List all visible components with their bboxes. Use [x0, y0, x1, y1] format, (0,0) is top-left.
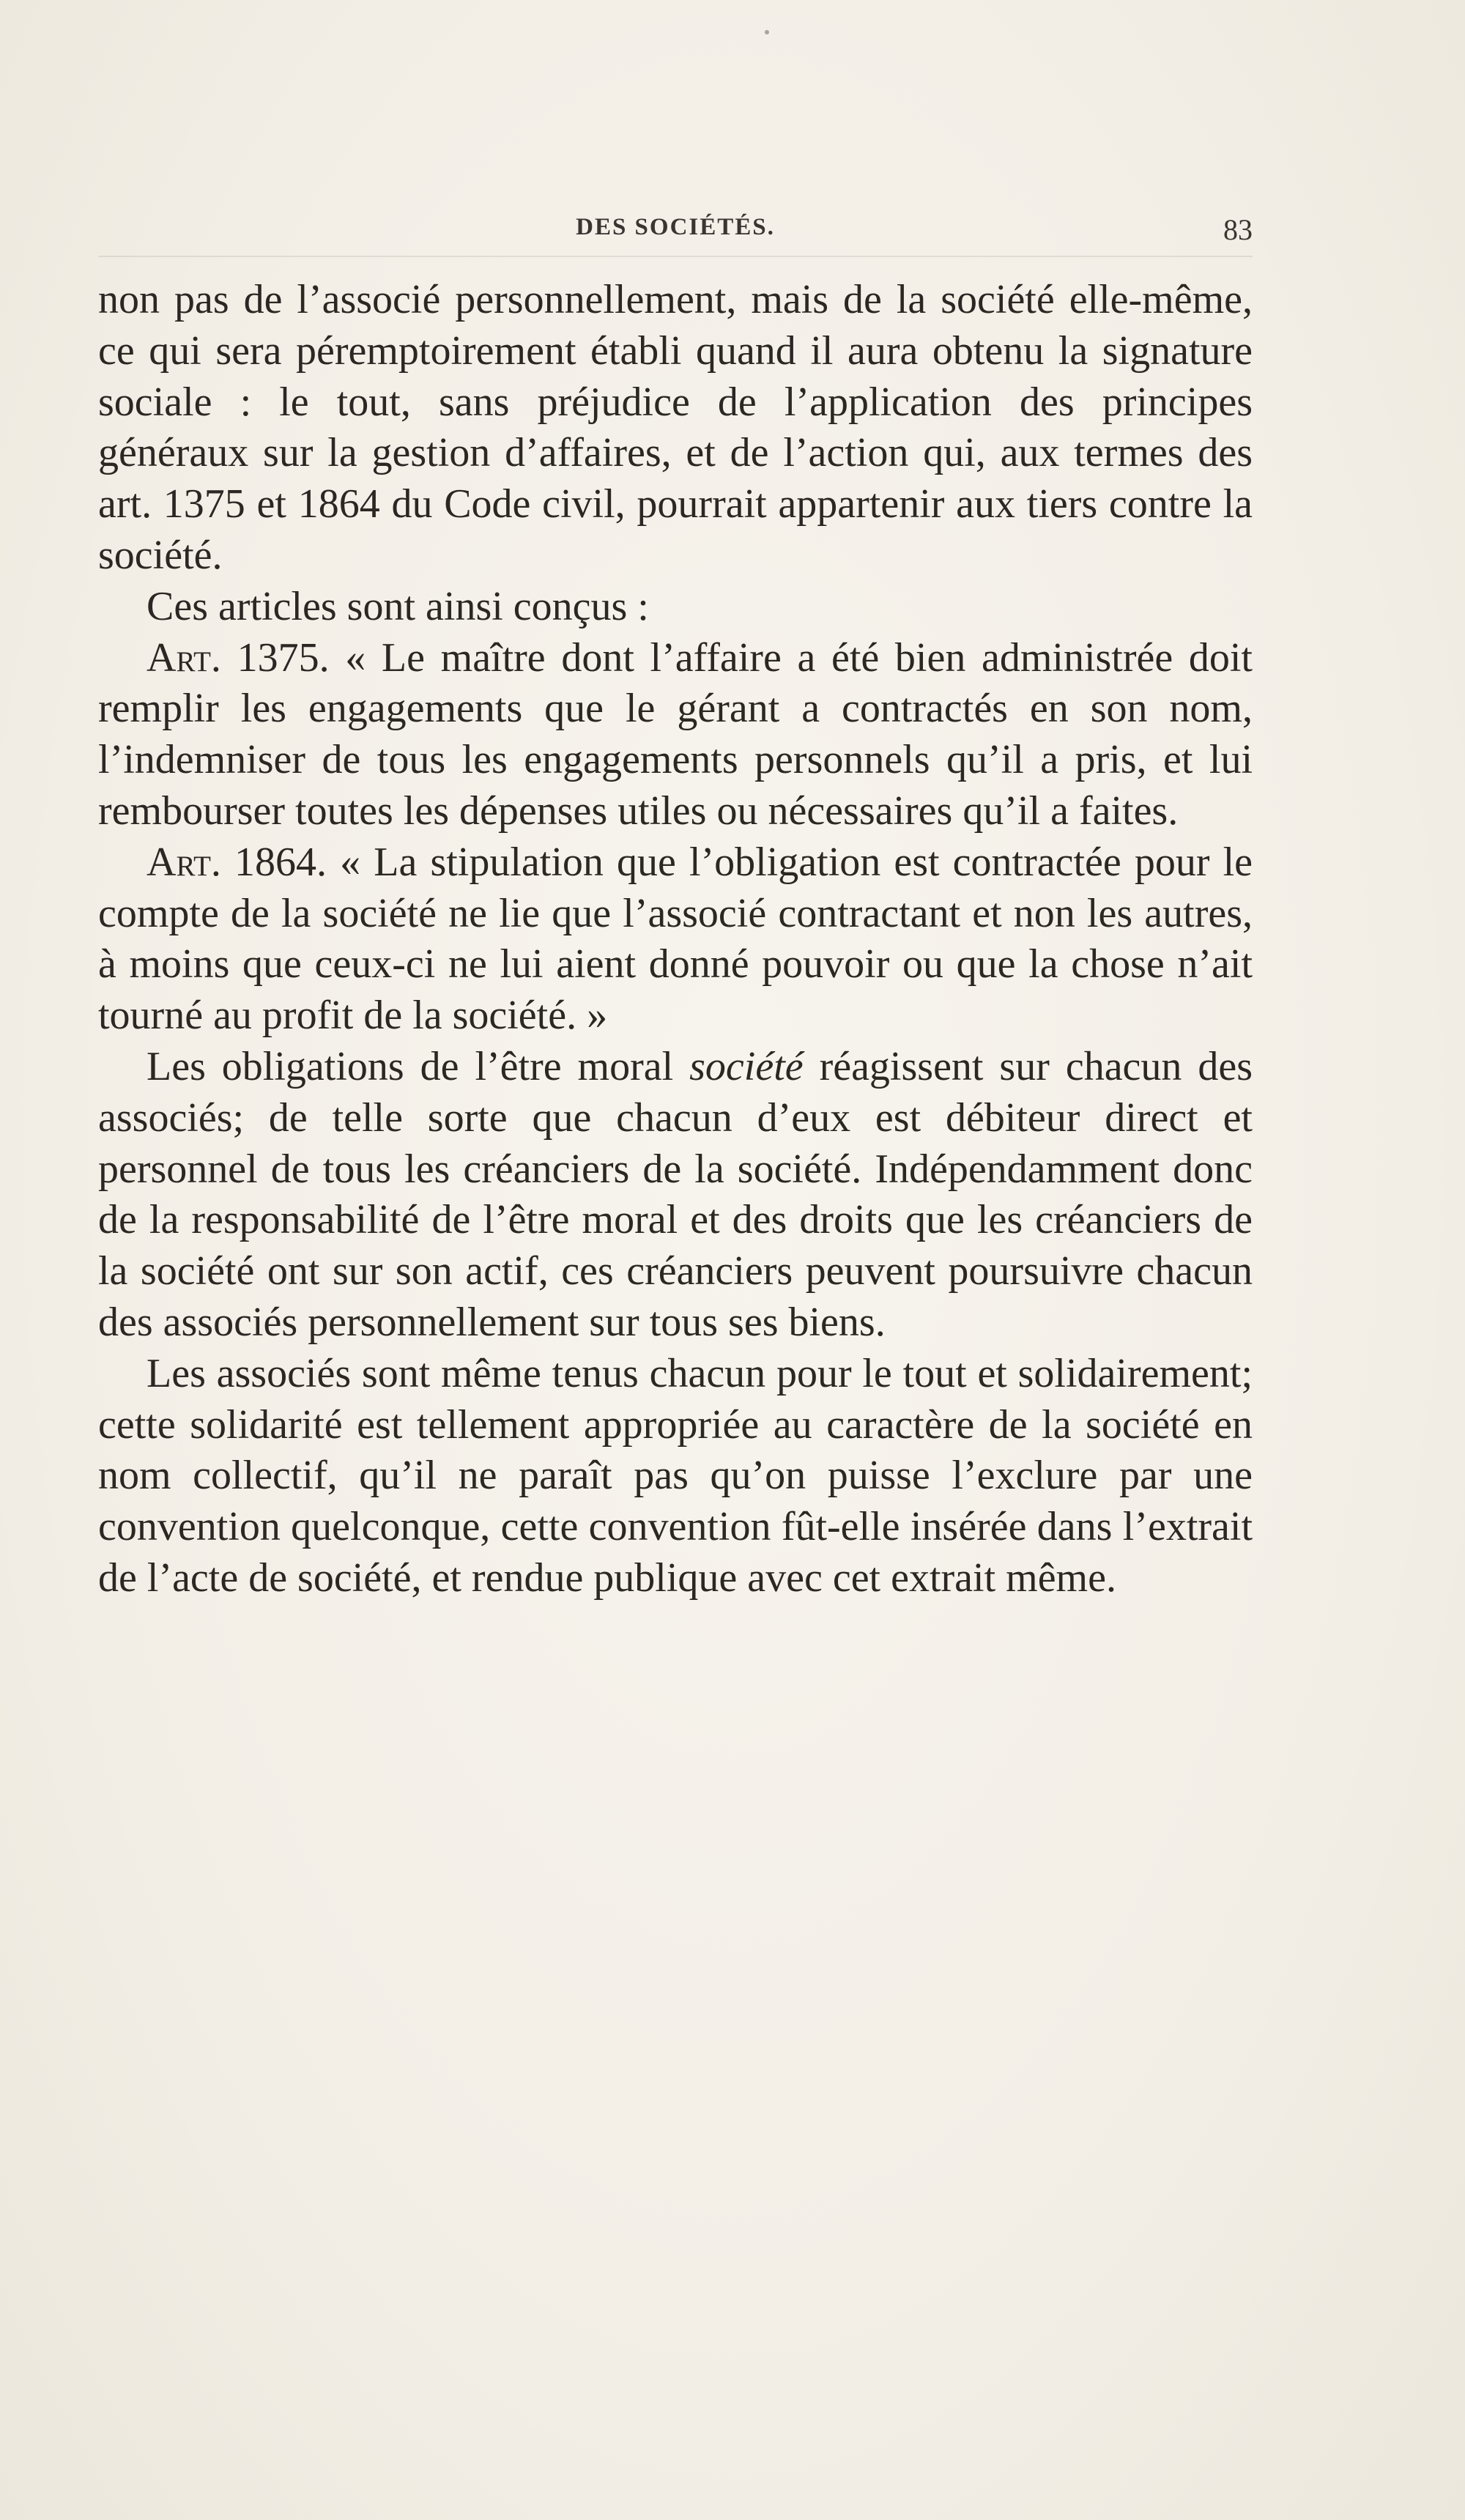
paragraph-solidarity [98, 1349, 1253, 1604]
emphasized-term: société [689, 1043, 804, 1089]
paragraph-intro-articles [98, 582, 1253, 633]
paragraph-continuation [98, 275, 1253, 582]
running-head: DES SOCIÉTÉS. [576, 214, 775, 240]
paragraph-text: Les associés sont même tenus chacun pour le tout et solidairement; cette solidarité est tellement appropriée au caractère de la société en nom collectif, qu’il ne paraît pas qu’on puisse l’exclure par une convention quelconque, cette convention fût-elle insérée dans l’extrait de l’acte de société, et rendue publique avec cet extrait même. [98, 1350, 1253, 1601]
print-speck [765, 30, 769, 34]
paragraph-article-1864 [98, 837, 1253, 1042]
body-text [98, 275, 1253, 1604]
paragraph-obligations [98, 1042, 1253, 1349]
page-number: 83 [1223, 213, 1253, 246]
article-label: Art. [146, 839, 221, 885]
paragraph-text: non pas de l’associé personnellement, mais de la société elle-même, ce qui sera péremptoirement établi quand il aura obtenu la signature sociale : le tout, sans préjudice de l’application des principes généraux sur la gestion d’affaires, et de l’action qui, aux termes des art. 1375 et 1864 du Code civil, pourrait appartenir aux tiers contre la société. [98, 277, 1253, 578]
page-header [98, 214, 1253, 251]
header-rule [98, 256, 1253, 257]
paragraph-article-1375 [98, 633, 1253, 837]
paragraph-text: Ces articles sont ainsi conçus : [146, 583, 649, 629]
paragraph-text: 1864. « La stipulation que l’obligation est contractée pour le compte de la société ne lie que l’associé contractant et non les autres, à moins que ceux-ci ne lui aient donné pouvoir ou que la chose n’ait tourné au profit de la société. » [98, 839, 1253, 1039]
paragraph-text-after: réagissent sur chacun des associés; de telle sorte que chacun d’eux est débiteur direct et personnel de tous les créanciers de la société. Indépendamment donc de la responsabilité de l’être moral et des droits que les créanciers de la société ont sur son actif, ces créanciers peuvent poursuivre chacun des associés personnellement sur tous ses biens. [98, 1043, 1253, 1345]
paragraph-text-before: Les obligations de l’être moral [146, 1043, 690, 1089]
article-label: Art. [146, 634, 221, 681]
paragraph-text: 1375. « Le maître dont l’affaire a été bien administrée doit remplir les engagements que le gérant a contractés en son nom, l’indemniser de tous les engagements personnels qu’il a pris, et lui rembourser toutes les dépenses utiles ou nécessaires qu’il a faites. [98, 634, 1253, 834]
